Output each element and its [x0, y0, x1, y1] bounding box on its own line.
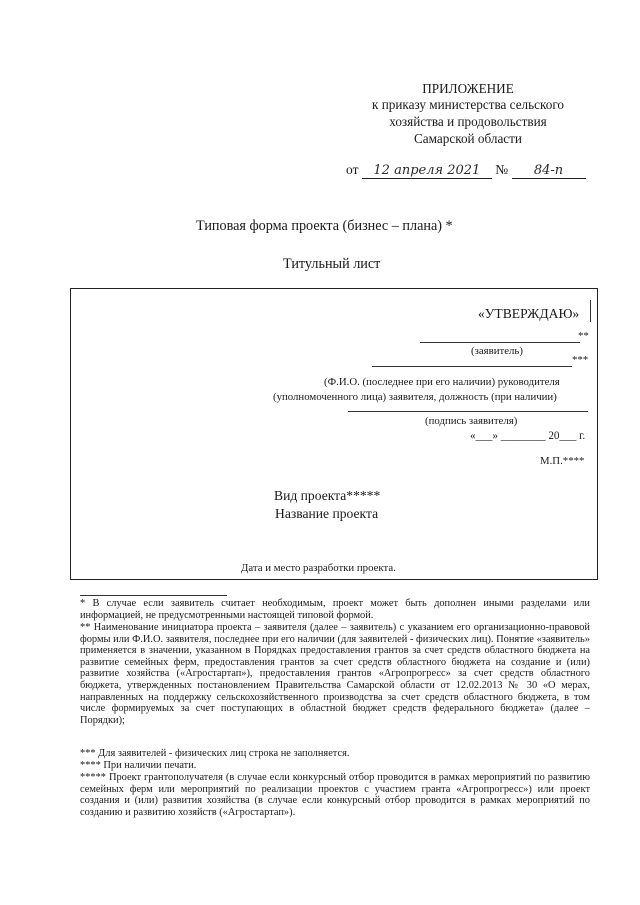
- applicant-caption: (заявитель): [471, 345, 523, 357]
- appendix-title: ПРИЛОЖЕНИЕ: [422, 81, 514, 96]
- fio-caption-2: (уполномоченного лица) заявителя, должность (при наличии): [273, 391, 557, 403]
- project-name: Название проекта: [275, 506, 379, 521]
- fio-mark: ***: [572, 354, 589, 366]
- form-title: Типовая форма проекта (бизнес – плана) *: [196, 218, 453, 234]
- signature-line: [348, 411, 588, 412]
- applicant-mark: **: [578, 330, 589, 342]
- order-number-handwritten: 84-п: [512, 163, 586, 179]
- footnote-5: ***** Проект грантополучателя (в случае если конкурсный отбор проводится в рамках мероприятий по развитию семейных ферм или мероприятий по реализации проектов с участием гранта «Агропрогресс») или проект создания и (или) развития хозяйства (в случае если конкурсный отбор проводится в рамках мероприятий по созданию и развитию хозяйств («Агростартап»).: [80, 772, 590, 818]
- appendix-line-1: к приказу министерства сельского: [371, 97, 565, 112]
- sheet-title: Титульный лист: [283, 256, 381, 272]
- project-type: Вид проекта*****: [274, 488, 381, 503]
- applicant-line: [420, 342, 580, 343]
- order-reference: [346, 162, 586, 179]
- frame-edge-mark: [590, 300, 591, 322]
- order-date-handwritten: 12 апреля 2021: [362, 163, 492, 179]
- fio-line: [372, 366, 572, 367]
- order-number-sign: №: [495, 162, 509, 177]
- order-prefix: от: [346, 162, 359, 177]
- footnote-4: **** При наличии печати.: [80, 760, 197, 771]
- approval-date-line: «___» ________ 20___ г.: [470, 430, 586, 442]
- signature-caption: (подпись заявителя): [425, 415, 518, 427]
- appendix-line-3: Самарской области: [414, 131, 522, 146]
- footnote-1: * В случае если заявитель считает необходимым, проект может быть дополнен иными разделами или информацией, не предусмотренными настоящей типовой формой.: [80, 598, 590, 621]
- approve-label: «УТВЕРЖДАЮ»: [478, 306, 580, 321]
- footnote-separator: [80, 595, 227, 596]
- development-date-place: Дата и место разработки проекта.: [241, 562, 396, 574]
- appendix-line-2: хозяйства и продовольствия: [389, 114, 547, 129]
- stamp-placeholder: М.П.****: [540, 455, 585, 467]
- footnote-3: *** Для заявителей - физических лиц строка не заполняется.: [80, 748, 350, 759]
- footnote-2: ** Наименование инициатора проекта – заявителя (далее – заявитель) с указанием его организационно-правовой формы или Ф.И.О. заявителя, последнее при его наличии (для заявителей - физических лиц). Понятие «заявитель» применяется в значении, указанном в Порядках предоставления грантов за счет средств областного бюджета на развитие семейных ферм, предоставления грантов за счет средств областного бюджета на создание и (или) развитие хозяйства («Агростартап»), предоставления грантов «Агропрогресс» за счет средств областного бюджета, утвержденных постановлением Правительства Самарской области от 12.02.2013 № 30 «О мерах, направленных на поддержку сельскохозяйственного производства за счет средств областного бюджета, в том числе формируемых за счет поступающих в областной бюджет средств федерального бюджета» (далее – Порядки);: [80, 622, 590, 726]
- fio-caption-1: (Ф.И.О. (последнее при его наличии) руководителя: [324, 376, 560, 388]
